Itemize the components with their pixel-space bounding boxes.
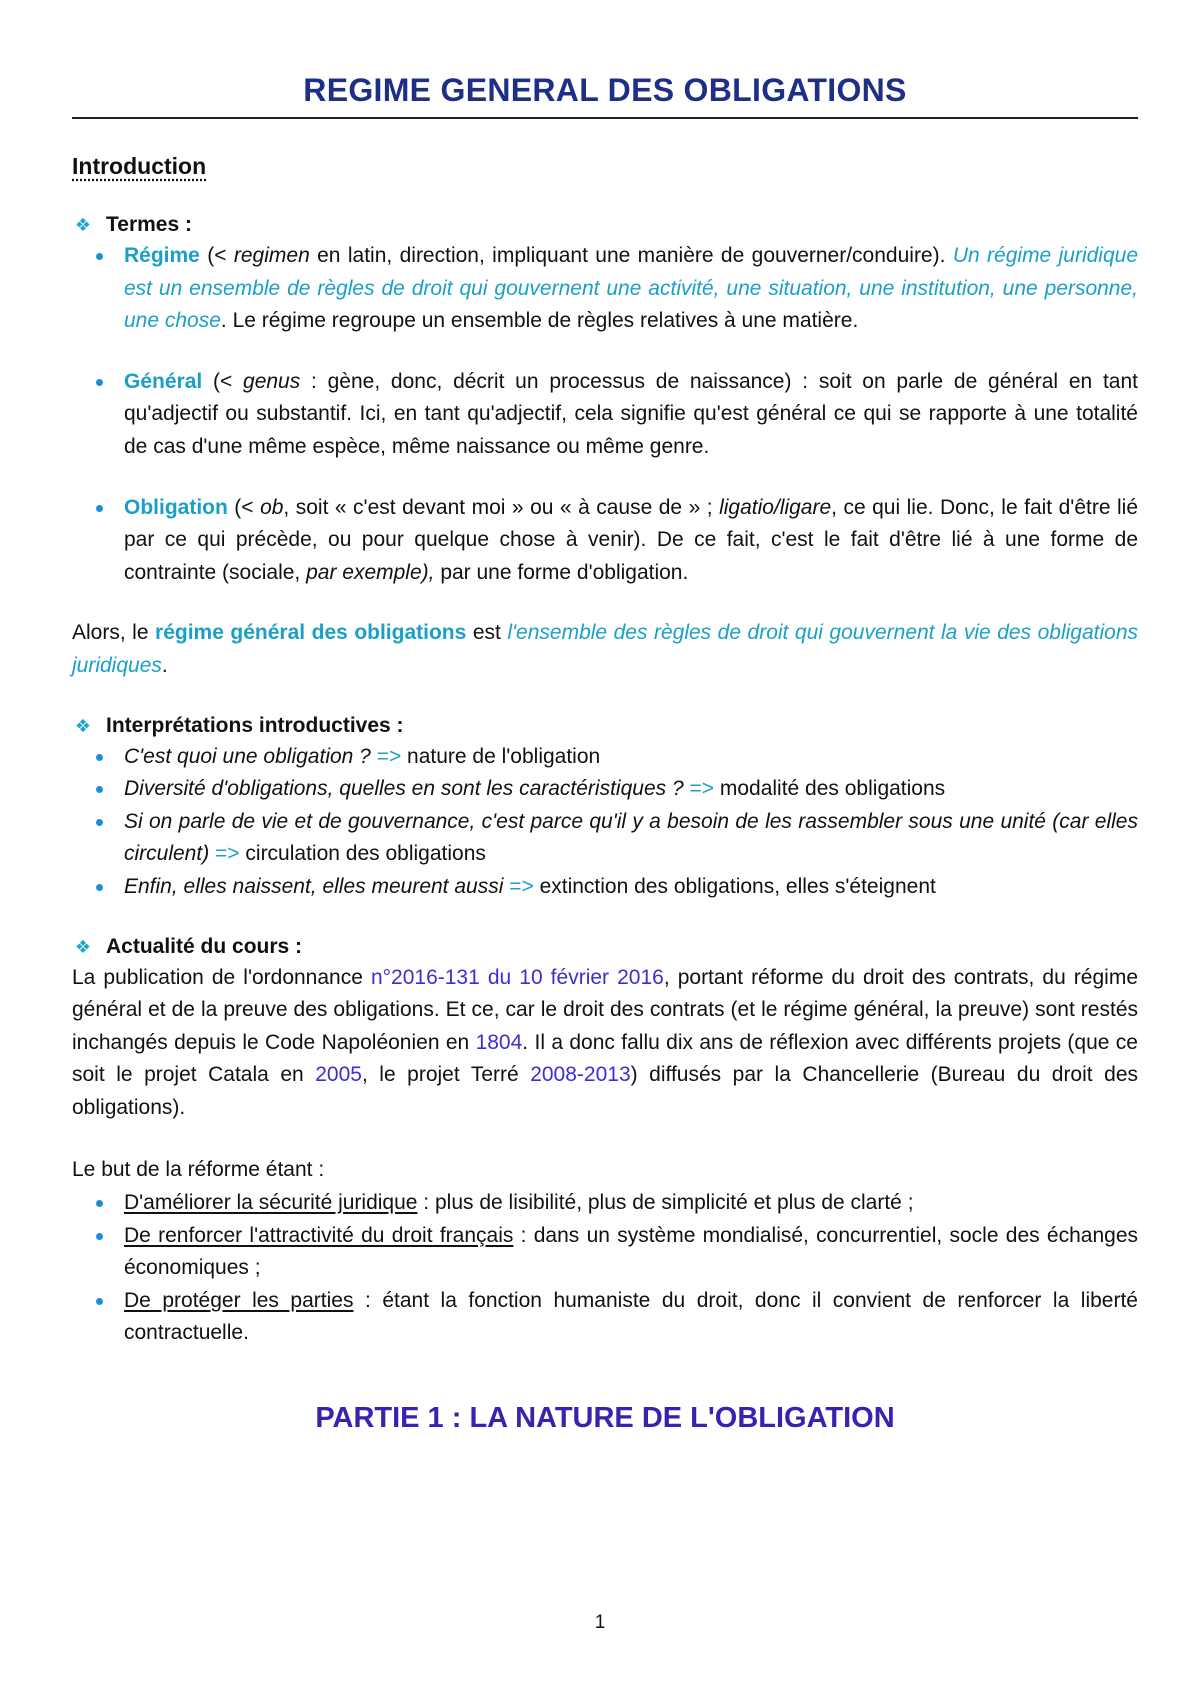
actualite-paragraph: La publication de l'ordonnance n°2016-131 du 10 février 2016, portant réforme du droit des contrats, du régime général et de la preuve des obligations. Et ce, car le droit des contrats (et le régime général, la preuve) sont restés inchangés depuis le Code Napoléonien en 1804. Il a donc fallu dix ans de réflexion avec différents projets (que ce soit le projet Catala en 2005, le projet Terré 2008-2013) diffusés par la Chancellerie (Bureau du droit des obligations). [72,965,1138,1119]
list-item: De protéger les parties : étant la fonction humaniste du droit, donc il convient de renforcer la liberté contractuelle. [124,1285,1138,1350]
term-regime: Régime (< regimen en latin, direction, impliquant une manière de gouverner/conduire). Un régime juridique est un ensemble de règles de droit qui gouvernent une activité, une situation, une institution, une personne, une chose. Le régime regroupe un ensemble de règles relatives à une matière. [124,240,1138,338]
but-intro: Le but de la réforme étant : [72,1158,325,1182]
list-item: Enfin, elles naissent, elles meurent aussi => extinction des obligations, elles s'éteignent [124,871,1138,904]
actualite-heading [72,932,1138,962]
list-item: De renforcer l'attractivité du droit français : dans un système mondialisé, concurrentiel, socle des échanges économiques ; [124,1220,1138,1285]
alors-paragraph: Alors, le régime général des obligations est l'ensemble des règles de droit qui gouvernent la vie des obligations juridiques. [72,621,1138,677]
ordonnance-reference: n°2016-131 du 10 février 2016 [370,965,664,989]
diamond-cluster-icon: ❖ [74,715,92,736]
termes-heading [72,210,1138,240]
list-item: D'améliorer la sécurité juridique : plus de lisibilité, plus de simplicité et plus de clarté ; [124,1187,1138,1220]
page-title: REGIME GENERAL DES OBLIGATIONS [72,72,1138,119]
termes-heading-label: Termes : [106,213,192,236]
termes-list [72,240,1138,589]
introduction-heading: Introduction [72,153,207,179]
page-number: 1 [594,1612,606,1633]
list-item: C'est quoi une obligation ? => nature de l'obligation [124,741,1138,774]
interpretations-list [72,741,1138,904]
term-obligation: Obligation (< ob, soit « c'est devant moi » ou « à cause de » ; ligatio/ligare, ce qui lie. Donc, le fait d'être lié par ce qui précède, ou pour quelque chose à venir). De ce fait, c'est le fait d'être lié à une forme de contrainte (sociale, par exemple), par une forme d'obligation. [124,492,1138,590]
list-item: Diversité d'obligations, quelles en sont les caractéristiques ? => modalité des obligations [124,773,1138,806]
interpretations-heading-label: Interprétations introductives : [106,713,404,737]
regime-definition: Un régime juridique est un ensemble de règles de droit qui gouvernent une activité, une situation, une institution, une personne, une chose [124,244,1138,333]
partie-1-heading: PARTIE 1 : LA NATURE DE L'OBLIGATION [315,1402,895,1435]
document-page [72,72,1138,1435]
actualite-heading-label: Actualité du cours : [106,934,303,958]
diamond-cluster-icon: ❖ [74,936,92,957]
list-item: Si on parle de vie et de gouvernance, c'est parce qu'il y a besoin de les rassembler sous une unité (car elles circulent) => circulation des obligations [124,806,1138,871]
but-list [72,1187,1138,1350]
diamond-cluster-icon: ❖ [74,215,92,235]
interpretations-heading [72,711,1138,741]
term-general: Général (< genus : gène, donc, décrit un processus de naissance) : soit on parle de général en tant qu'adjectif ou substantif. Ici, en tant qu'adjectif, cela signifie qu'est général ce qui se rapporte à une totalité de cas d'une même espèce, même naissance ou même genre. [124,366,1138,464]
